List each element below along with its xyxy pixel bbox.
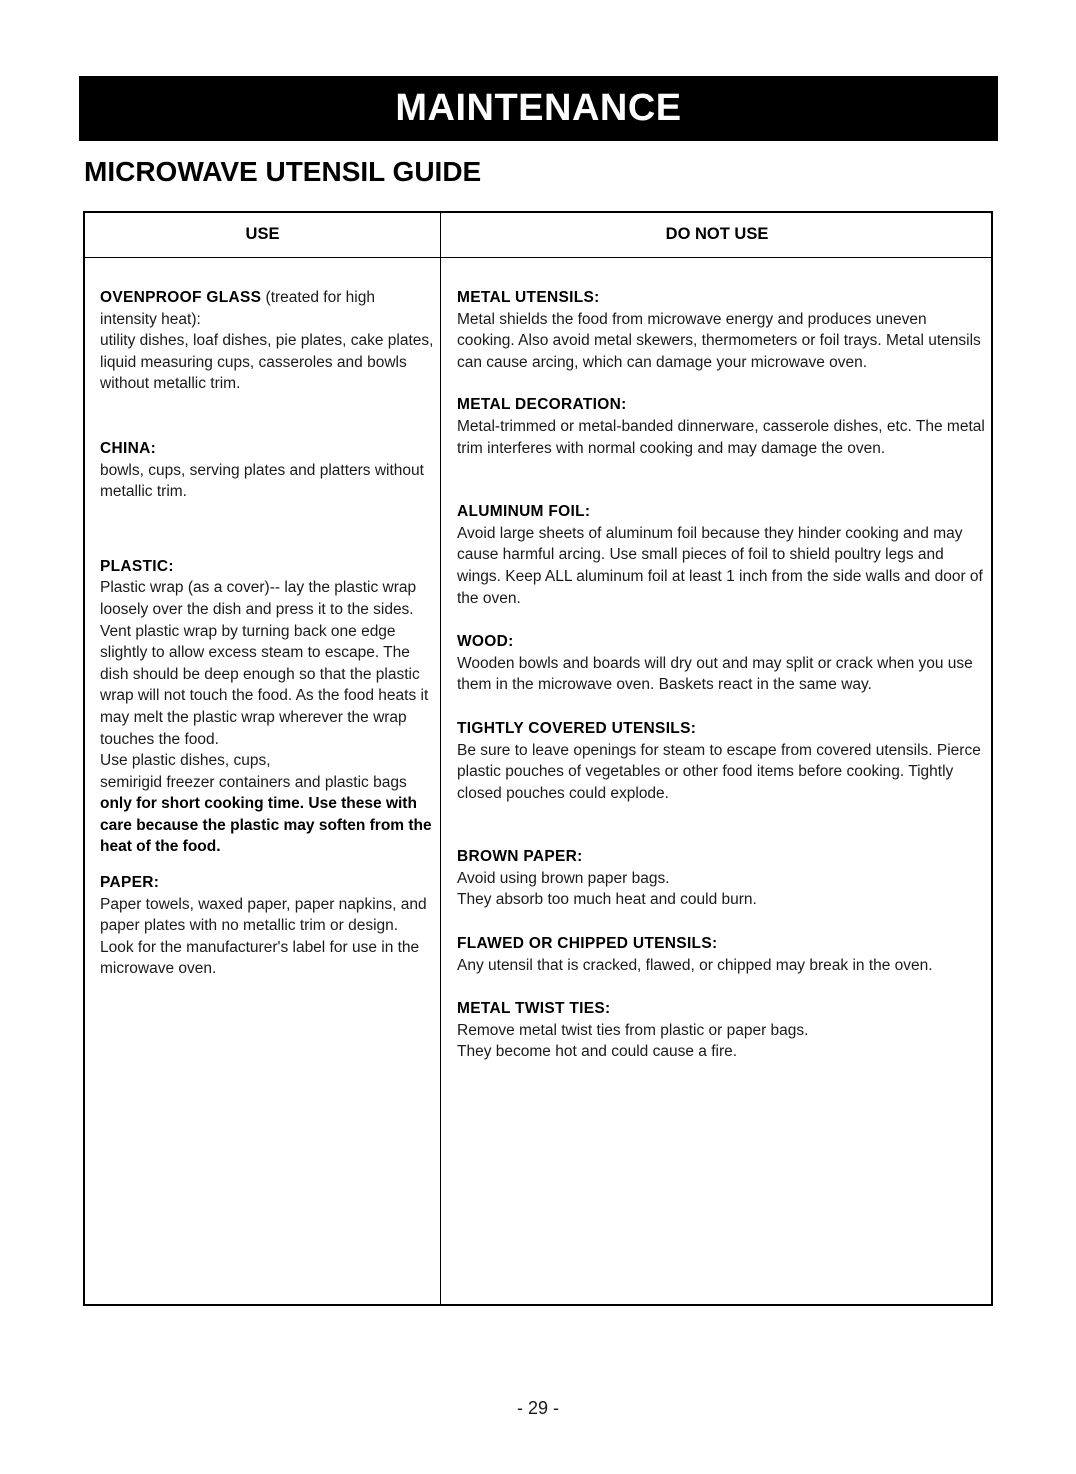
use-column-header: USE: [245, 225, 280, 243]
item-heading: METAL TWIST TIES:: [457, 1000, 611, 1018]
item-text: They become hot and could cause a fire.: [457, 1043, 738, 1061]
item-heading: WOOD:: [457, 633, 514, 651]
item-text: semirigid freezer containers and plastic bags: [100, 773, 407, 791]
item-text: Any utensil that is cracked, flawed, or chipped may break in the oven.: [457, 956, 933, 974]
item-text-mixed: [100, 772, 435, 858]
item-text: Wooden bowls and boards will dry out and may split or crack when you use them in the microwave oven. Baskets react in the same way.: [457, 654, 973, 694]
dnu-item-wood: [457, 631, 987, 696]
item-text: utility dishes, loaf dishes, pie plates, cake plates, liquid measuring cups, casseroles and bowls without metallic trim.: [100, 332, 434, 393]
item-text: bowls, cups, serving plates and platters without metallic trim.: [100, 461, 424, 501]
use-column: [100, 287, 435, 980]
use-item-china: [100, 438, 435, 503]
item-text: They absorb too much heat and could burn.: [457, 891, 757, 909]
dnu-item-aluminum-foil: [457, 501, 987, 609]
column-divider: [440, 213, 441, 1304]
item-heading: PLASTIC:: [100, 557, 174, 575]
item-heading: BROWN PAPER:: [457, 848, 583, 866]
do-not-use-column-header: DO NOT USE: [665, 225, 769, 243]
dnu-item-metal-decoration: [457, 394, 987, 459]
use-item-paper: [100, 872, 435, 980]
item-text: Paper towels, waxed paper, paper napkins, and paper plates with no metallic trim or design. Look for the manufacturer's label for use in the microwave oven.: [100, 895, 427, 978]
item-text: Be sure to leave openings for steam to escape from covered utensils. Pierce plastic pouches of vegetables or other food items before cooking. Tightly closed pouches could explode.: [457, 741, 981, 802]
banner-title: MAINTENANCE: [395, 87, 682, 129]
item-heading: OVENPROOF GLASS: [100, 289, 262, 306]
item-qualifier: (treated for high intensity heat):: [100, 289, 375, 328]
dnu-item-flawed-chipped: [457, 933, 987, 976]
item-heading: METAL DECORATION:: [457, 396, 627, 414]
item-heading: ALUMINUM FOIL:: [457, 503, 591, 521]
item-heading: METAL UTENSILS:: [457, 289, 600, 306]
dnu-item-tightly-covered: [457, 718, 987, 804]
item-text: Avoid using brown paper bags.: [457, 869, 670, 887]
item-text: Metal-trimmed or metal-banded dinnerware, casserole dishes, etc. The metal trim interferes with normal cooking and may damage the oven.: [457, 417, 985, 457]
item-heading: FLAWED OR CHIPPED UTENSILS:: [457, 935, 718, 953]
dnu-item-metal-twist-ties: [457, 998, 987, 1063]
use-item-plastic: [100, 556, 435, 858]
item-text: Vent plastic wrap by turning back one edge slightly to allow excess steam to escape. The dish should be deep enough so that the plastic wrap will not touch the food. As the food heats it may melt the plastic wrap wherever the wrap touches the food.: [100, 622, 429, 748]
maintenance-banner: [79, 76, 998, 141]
item-warning: only for short cooking time. Use these with care because the plastic may soften from the heat of the food.: [100, 795, 432, 856]
item-heading: CHINA:: [100, 439, 157, 457]
item-text: Plastic wrap (as a cover)-- lay the plastic wrap loosely over the dish and press it to the sides.: [100, 579, 417, 618]
page-number: - 29 -: [516, 1398, 559, 1418]
item-text: Avoid large sheets of aluminum foil because they hinder cooking and may cause harmful arcing. Use small pieces of foil to shield poultry legs and wings. Keep ALL aluminum foil at least 1 inch from the side walls and door of the oven.: [457, 524, 983, 607]
item-text: Metal shields the food from microwave energy and produces uneven cooking. Also avoid metal skewers, thermometers or foil trays. Metal utensils can cause arcing, which can damage your microwave oven.: [457, 310, 981, 371]
header-divider: [85, 257, 991, 258]
do-not-use-column: [457, 287, 987, 1063]
utensil-guide-table: [83, 211, 993, 1306]
item-heading: TIGHTLY COVERED UTENSILS:: [457, 719, 697, 737]
dnu-item-metal-utensils: [457, 287, 987, 373]
item-text: Use plastic dishes, cups,: [100, 752, 271, 770]
use-item-ovenproof-glass: [100, 287, 435, 395]
item-text: Remove metal twist ties from plastic or paper bags.: [457, 1021, 809, 1039]
section-title: MICROWAVE UTENSIL GUIDE: [84, 156, 482, 187]
item-heading: PAPER:: [100, 874, 160, 892]
dnu-item-brown-paper: [457, 846, 987, 911]
